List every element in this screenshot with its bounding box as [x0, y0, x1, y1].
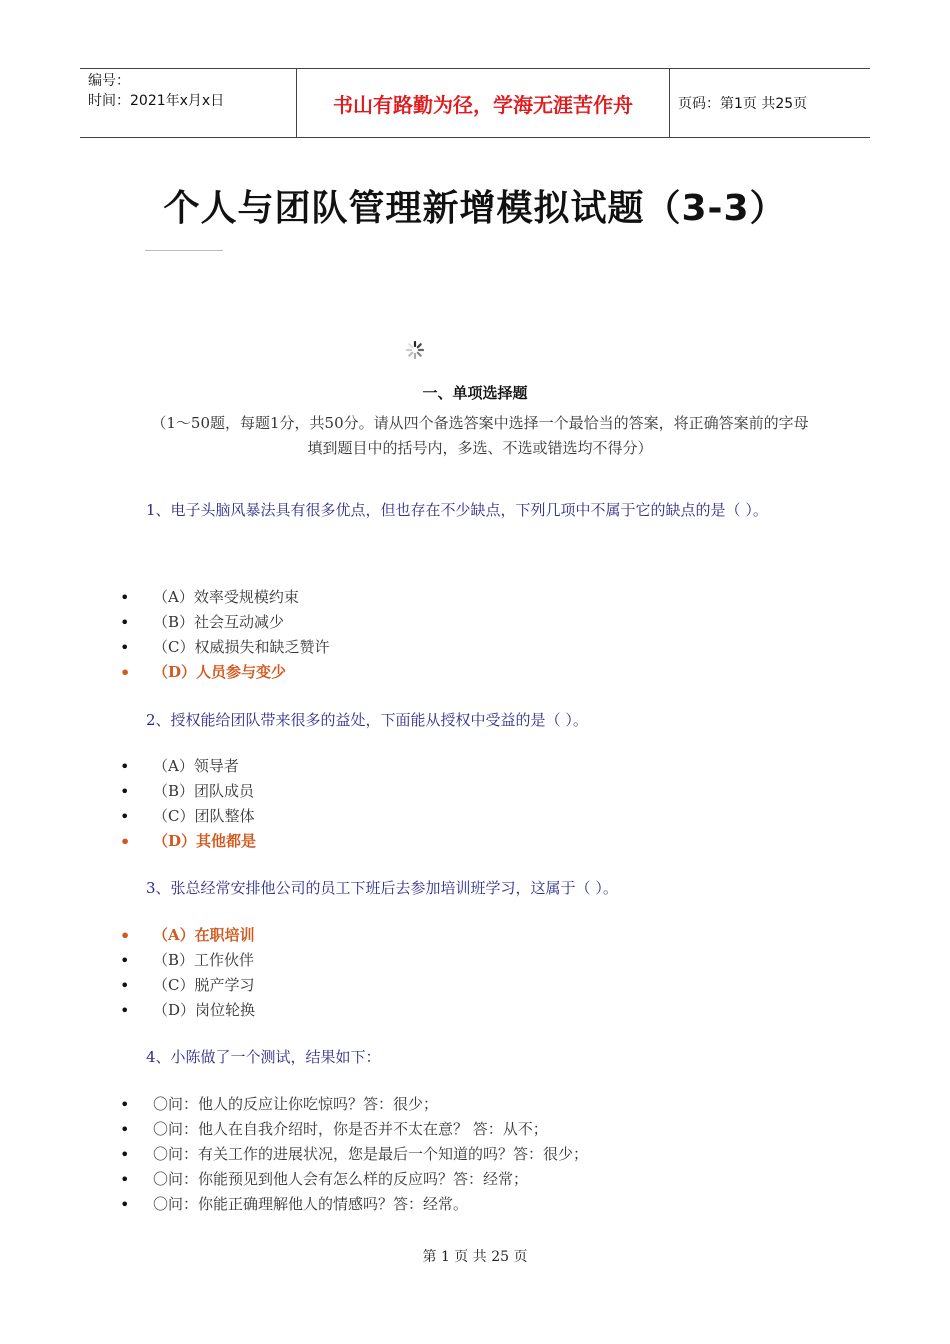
document-title: 个人与团队管理新增模拟试题（3-3）: [163, 188, 787, 229]
question-2: 2、授权能给团队带来很多的益处，下面能从授权中受益的是（ ）。: [146, 711, 588, 729]
option: • （C）脱产学习: [120, 973, 255, 998]
page-info: 页码：第1页 共25页: [678, 96, 808, 112]
question-4-items: [120, 1092, 588, 1217]
option: • （A）领导者: [120, 754, 256, 779]
test-item: • 〇问：你能预见到他人会有怎么样的反应吗？答：经常；: [120, 1167, 588, 1192]
loading-spinner-icon: [405, 340, 425, 360]
question-1: 1、电子头脑风暴法具有很多优点，但也存在不少缺点，下列几项中不属于它的缺点的是（ ）。: [146, 501, 768, 519]
option: • （B）工作伙伴: [120, 948, 255, 973]
option: • （C）团队整体: [120, 804, 256, 829]
test-item: • 〇问：你能正确理解他人的情感吗？答：经常。: [120, 1192, 588, 1217]
option: • （A）效率受规模约束: [120, 585, 329, 610]
header-table: [80, 68, 870, 138]
test-item: • 〇问：他人在自我介绍时，你是否并不太在意？ 答：从不；: [120, 1117, 588, 1142]
answer-option: • （A）在职培训: [120, 923, 255, 948]
question-3-options: [120, 923, 255, 1023]
question-1-options: [120, 585, 329, 685]
test-item: • 〇问：他人的反应让你吃惊吗？答：很少；: [120, 1092, 588, 1117]
option: • （B）团队成员: [120, 779, 256, 804]
option: • （C）权威损失和缺乏赞许: [120, 635, 329, 660]
time-label: 时间：2021年x月x日: [88, 93, 225, 109]
option: • （D）岗位轮换: [120, 998, 255, 1023]
option: • （B）社会互动减少: [120, 610, 329, 635]
motto: 书山有路勤为径，学海无涯苦作舟: [297, 69, 670, 137]
question-3: 3、张总经常安排他公司的员工下班后去参加培训班学习，这属于（ ）。: [146, 879, 618, 897]
title-divider: [145, 250, 223, 251]
section-instructions: （1～50题，每题1分，共50分。请从四个备选答案中选择一个最恰当的答案，将正确答案前的字母填到题目中的括号内，多选、不选或错选均不得分）: [151, 414, 809, 457]
number-label: 编号：: [88, 73, 130, 89]
section-title: 一、单项选择题: [422, 384, 528, 402]
question-4: 4、小陈做了一个测试，结果如下：: [146, 1048, 381, 1066]
page-footer: 第 1 页 共 25 页: [422, 1249, 528, 1265]
answer-option: • （D）人员参与变少: [120, 660, 329, 685]
answer-option: • （D）其他都是: [120, 829, 256, 854]
question-2-options: [120, 754, 256, 854]
test-item: • 〇问：有关工作的进展状况，您是最后一个知道的吗？答：很少；: [120, 1142, 588, 1167]
header-meta-cell: [80, 69, 297, 137]
